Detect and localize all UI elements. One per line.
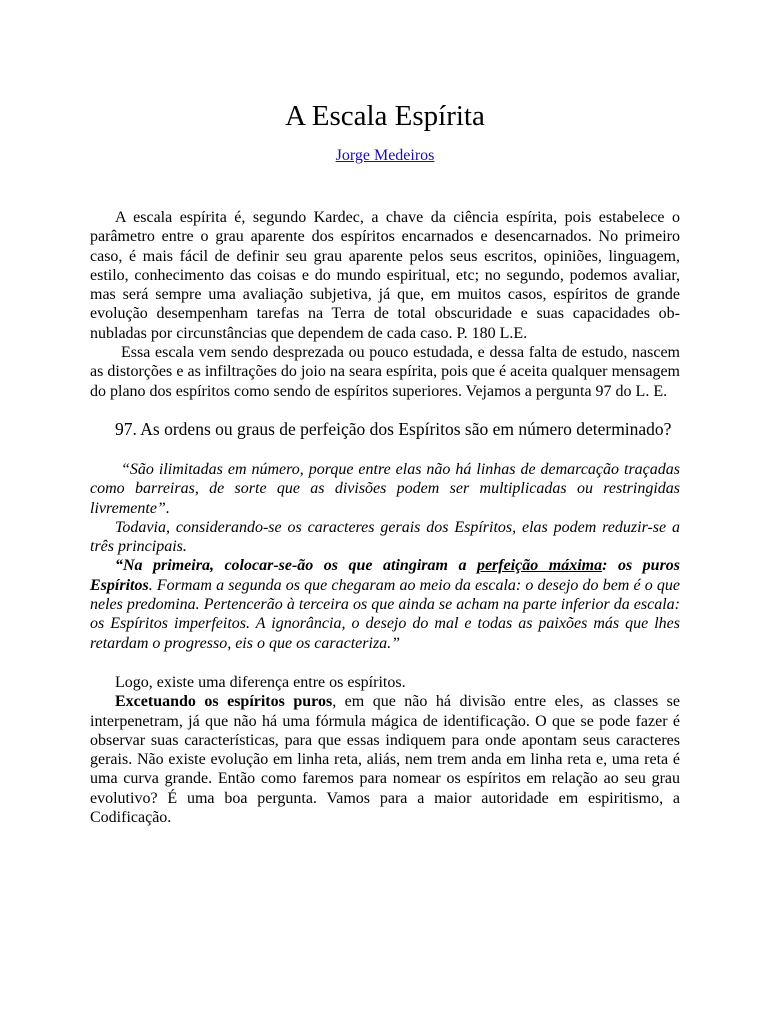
author-line — [90, 146, 680, 166]
final-bold-start: Excetuando os espíritos puros — [115, 693, 333, 711]
document-title: A Escala Espírita — [285, 100, 485, 132]
answer-quote-2: Todavia, considerando-se os caracteres gerais dos Espíritos, elas podem reduzir-se a três principais. — [90, 518, 680, 556]
answer-quote-3 — [90, 556, 680, 652]
quote3-bold-start: “Na primeira, colocar-se-ão os que atingiram a — [115, 557, 477, 575]
final-paragraph — [90, 692, 680, 827]
author-link[interactable]: Jorge Medeiros — [335, 147, 435, 164]
question-97: 97. As ordens ou graus de perfeição dos Espíritos são em número determinado? — [115, 418, 672, 439]
second-paragraph: Essa escala vem sendo desprezada ou pouco estudada, e dessa falta de estudo, nascem as distorções e as infiltrações do joio na seara espírita, pois que é aceita qualquer mensagem do plano dos espíritos como sendo de espíritos superiores. Vejamos a pergunta 97 do L. E. — [90, 344, 680, 400]
conclusion-paragraph: Logo, existe uma diferença entre os espíritos. — [115, 673, 406, 691]
final-rest: , em que não há divisão entre eles, as classes se interpenetram, já que não há uma fórmula mágica de identificação. O que se pode fazer é observar suas características, para que essas indiquem para onde apontam seus caracteres gerais. Não existe evolução em linha reta, aliás, nem trem anda em linha reta e, uma reta é uma curva grande. Então como faremos para nomear os espíritos em relação ao seu grau evolutivo? É uma boa pergunta. Vamos para a maior autoridade em espiritismo, a Codificação. — [90, 693, 681, 827]
quote3-bold-end: : os puros Espíritos — [90, 557, 681, 594]
quote3-rest: . Formam a segunda os que chegaram ao meio da escala: o desejo do bem é o que neles predomina. Pertencerão à terceira os que ainda se acham na parte inferior da escala: os Espíritos imperfeitos. A ignorância, o desejo do mal e todas as paixões más que lhes retardam o progresso, eis o que os caracteriza.” — [90, 576, 680, 652]
quote3-bold-underlined: perfeição máxima — [476, 557, 603, 575]
document-page — [90, 0, 680, 827]
answer-quote-1: “São ilimitadas em número, porque entre elas não há linhas de demarcação traçadas como barreiras, de sorte que as divisões podem ser multiplicadas ou restringidas livremente”. — [90, 460, 680, 517]
intro-paragraph: A escala espírita é, segundo Kardec, a chave da ciência espírita, pois estabelece o parâmetro entre o grau aparente dos espíritos encarnados e desencarnados. No primeiro caso, é mais fácil de definir seu grau aparente pelos seus escritos, opiniões, linguagem, estilo, conhecimento das coisas e do mundo espiritual, etc; no segundo, podemos avaliar, mas será sempre uma avaliação subjetiva, já que, em muitos casos, espíritos de grande evolução desempenham tarefas na Terra de total obscuridade e suas capacidades ob-nubladas por circunstâncias que dependem de cada caso. P. 180 L.E. — [90, 209, 680, 342]
